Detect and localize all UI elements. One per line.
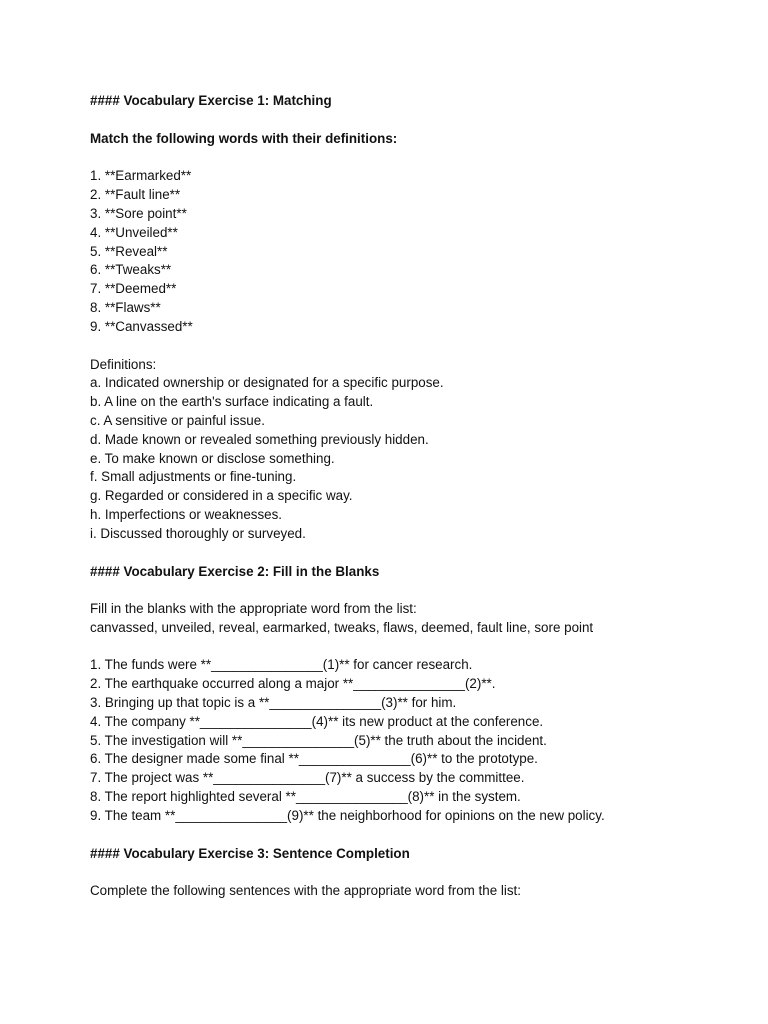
definition-item: i. Discussed thoroughly or surveyed. — [90, 526, 306, 541]
definition-item: e. To make known or disclose something. — [90, 451, 335, 466]
blank-sentence: 3. Bringing up that topic is a **_______________(3)** for him. — [90, 695, 457, 710]
definition-item: b. A line on the earth's surface indicating a fault. — [90, 394, 374, 409]
word-item: 3. **Sore point** — [90, 206, 187, 221]
exercise3-heading: #### Vocabulary Exercise 3: Sentence Completion — [90, 846, 410, 861]
definition-item: c. A sensitive or painful issue. — [90, 413, 265, 428]
word-list: canvassed, unveiled, reveal, earmarked, tweaks, flaws, deemed, fault line, sore point — [90, 620, 594, 635]
definition-item: g. Regarded or considered in a specific way. — [90, 488, 353, 503]
exercise3-instruction: Complete the following sentences with the appropriate word from the list: — [90, 883, 521, 898]
word-item: 8. **Flaws** — [90, 300, 161, 315]
exercise2-heading: #### Vocabulary Exercise 2: Fill in the Blanks — [90, 564, 380, 579]
blank-sentence: 7. The project was **_______________(7)** a success by the committee. — [90, 770, 525, 785]
blank-sentence: 1. The funds were **_______________(1)** for cancer research. — [90, 657, 473, 672]
blank-sentence: 5. The investigation will **_______________(5)** the truth about the incident. — [90, 733, 547, 748]
definitions-label: Definitions: — [90, 357, 157, 372]
definition-item: h. Imperfections or weaknesses. — [90, 507, 283, 522]
word-item: 6. **Tweaks** — [90, 262, 172, 277]
word-item: 4. **Unveiled** — [90, 225, 178, 240]
blank-sentence: 8. The report highlighted several **_______________(8)** in the system. — [90, 789, 521, 804]
exercise2-instruction: Fill in the blanks with the appropriate word from the list: — [90, 601, 417, 616]
blank-sentence: 4. The company **_______________(4)** its new product at the conference. — [90, 714, 544, 729]
word-item: 5. **Reveal** — [90, 244, 168, 259]
definition-item: f. Small adjustments or fine-tuning. — [90, 469, 297, 484]
blank-sentence: 9. The team **_______________(9)** the neighborhood for opinions on the new policy. — [90, 808, 605, 823]
blank-sentence: 2. The earthquake occurred along a major **_______________(2)**. — [90, 676, 496, 691]
word-item: 2. **Fault line** — [90, 187, 181, 202]
definition-item: a. Indicated ownership or designated for a specific purpose. — [90, 375, 444, 390]
exercise1-heading: #### Vocabulary Exercise 1: Matching — [90, 93, 332, 108]
word-item: 7. **Deemed** — [90, 281, 177, 296]
word-item: 1. **Earmarked** — [90, 168, 192, 183]
word-item: 9. **Canvassed** — [90, 319, 193, 334]
blank-sentence: 6. The designer made some final **_______________(6)** to the prototype. — [90, 751, 538, 766]
exercise1-instruction: Match the following words with their definitions: — [90, 131, 398, 146]
definition-item: d. Made known or revealed something previously hidden. — [90, 432, 429, 447]
